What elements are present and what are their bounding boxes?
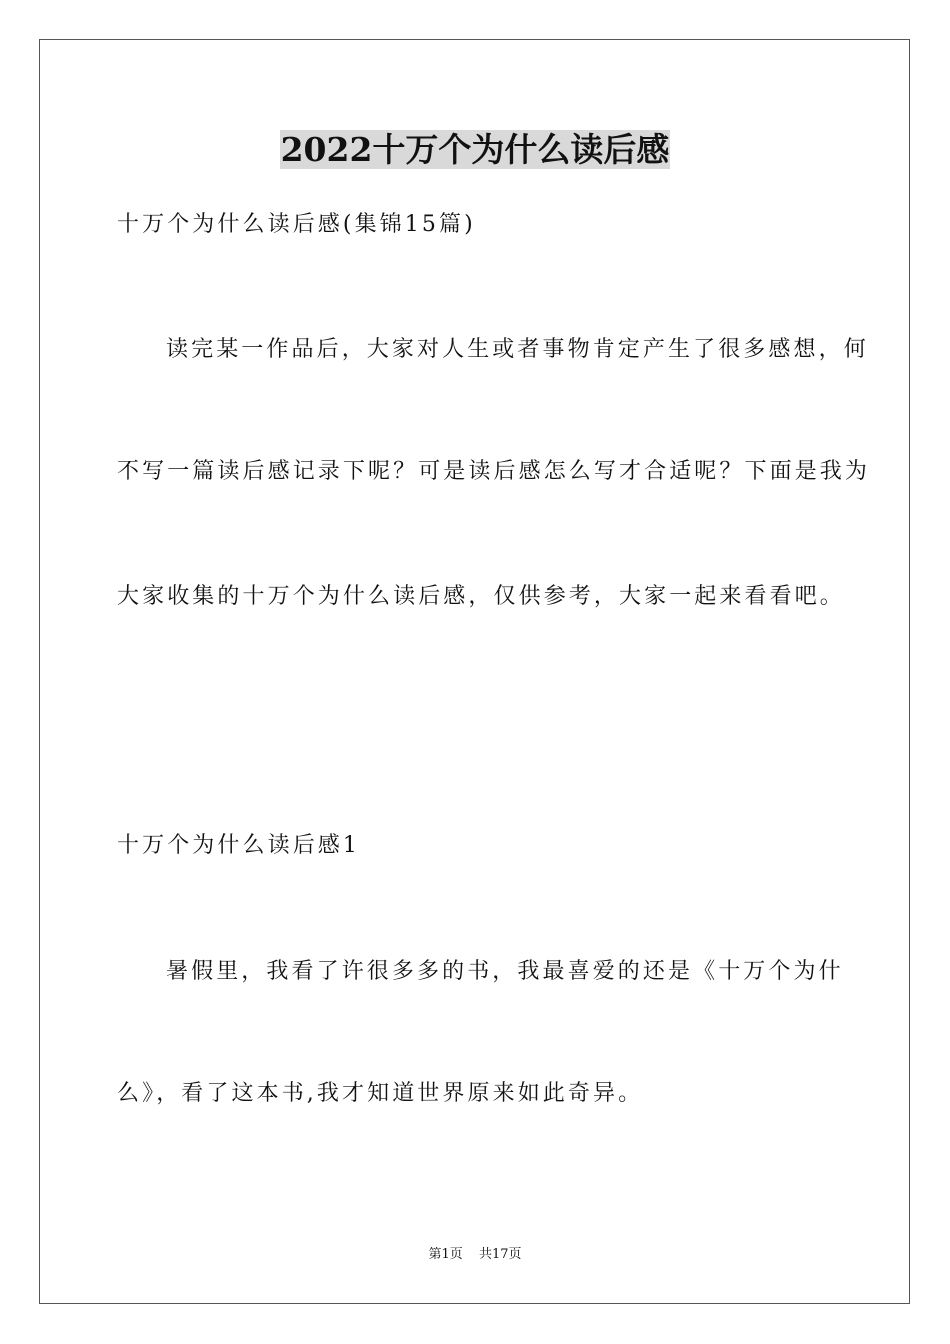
page-total: 共17页 bbox=[478, 1247, 522, 1262]
paragraph-line: 暑假里，我看了许很多多的书，我最喜爱的还是《十万个为什 bbox=[166, 959, 844, 984]
paragraph-line: 读完某一作品后，大家对人生或者事物肯定产生了很多感想，何 bbox=[166, 337, 869, 362]
paragraph-line: 么》，看了这本书,我才知道世界原来如此奇异。 bbox=[117, 1081, 644, 1106]
paragraph-line: 不写一篇读后感记录下呢？可是读后感怎么写才合适呢？下面是我为 bbox=[117, 459, 871, 484]
document-title-text: 2022十万个为什么读后感 bbox=[280, 130, 670, 169]
section-heading: 十万个为什么读后感1 bbox=[117, 833, 360, 858]
document-title bbox=[0, 128, 950, 172]
paragraph-line: 大家收集的十万个为什么读后感，仅供参考，大家一起来看看吧。 bbox=[117, 584, 845, 609]
page-footer bbox=[0, 1246, 950, 1264]
page-number: 第1页 bbox=[428, 1247, 463, 1262]
document-subtitle: 十万个为什么读后感(集锦15篇) bbox=[117, 212, 476, 237]
